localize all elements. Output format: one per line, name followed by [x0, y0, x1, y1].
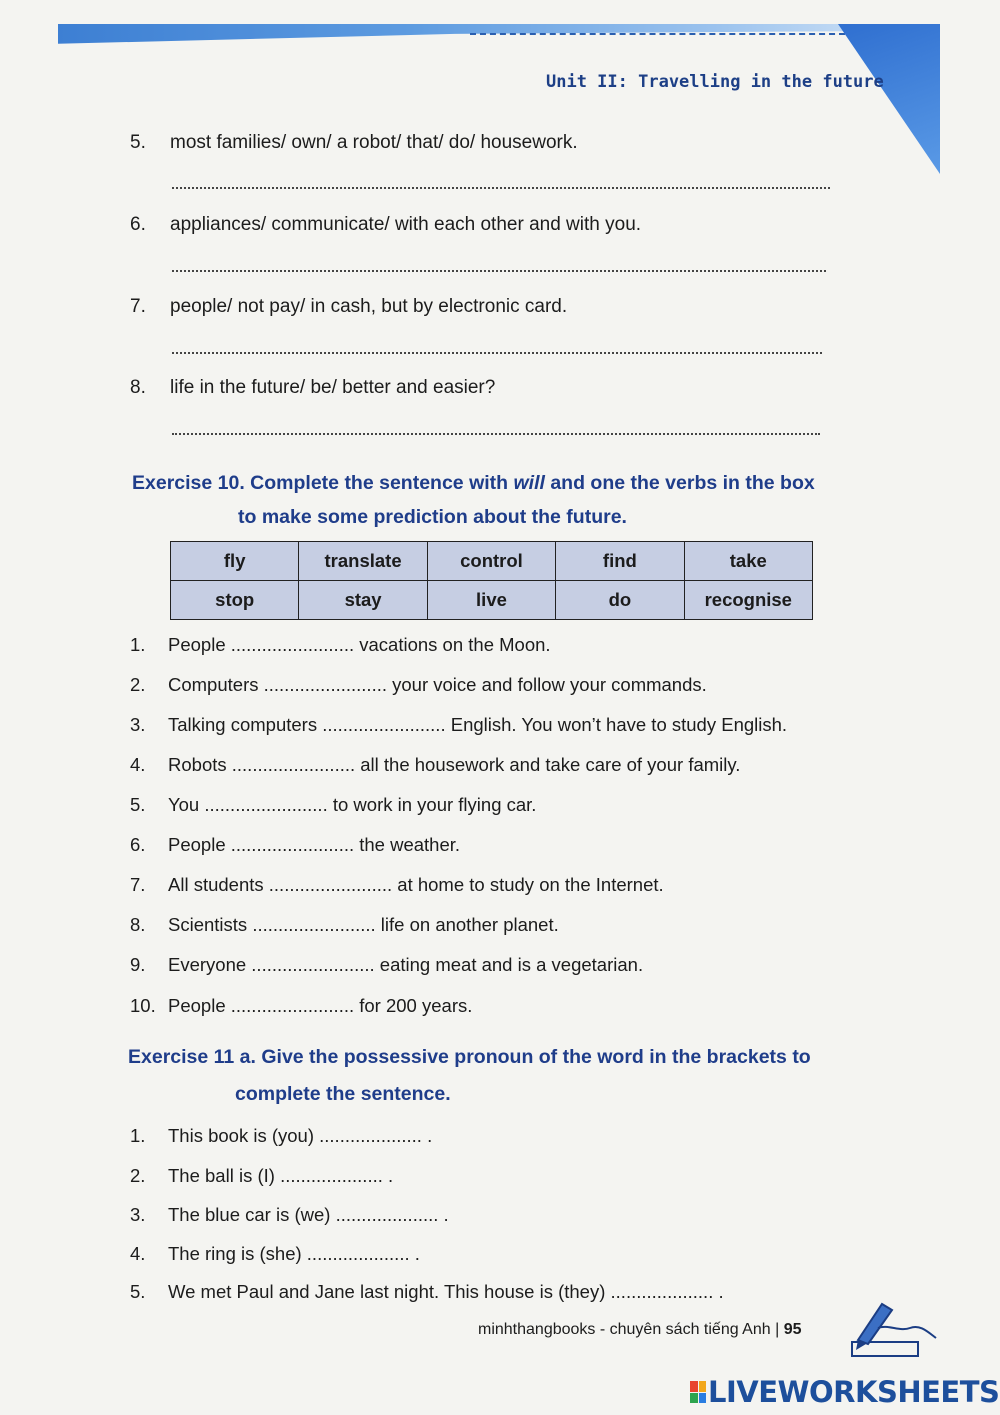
item-number: 8.	[130, 377, 146, 398]
header-band	[58, 24, 940, 46]
liveworksheets-badge-icon	[690, 1381, 706, 1403]
answer-blank[interactable]: ........................	[268, 874, 393, 895]
exercise-11-item-2: 2. The ball is (I) .................... .	[130, 1165, 394, 1186]
verb-cell: translate	[299, 542, 427, 581]
item-number: 6.	[130, 214, 146, 235]
exercise-10-item-1: 1. People ........................ vacations on the Moon.	[130, 634, 551, 655]
exercise-11-item-5: 5. We met Paul and Jane last night. This house is (they) .................... .	[130, 1281, 724, 1302]
item-number: 5.	[130, 132, 146, 153]
verb-cell: control	[427, 542, 555, 581]
exercise-10-item-7: 7. All students ........................ at home to study on the Internet.	[130, 874, 664, 895]
exercise-11-item-4: 4. The ring is (she) .................... .	[130, 1243, 420, 1264]
answer-blank[interactable]: ....................	[610, 1281, 714, 1302]
answer-blank[interactable]: ........................	[322, 714, 446, 735]
page-footer	[478, 1321, 801, 1339]
item-prompt: people/ not pay/ in cash, but by electronic card.	[170, 296, 568, 317]
exercise-10-item-5: 5. You ........................ to work in your flying car.	[130, 794, 537, 815]
answer-line-7[interactable]	[172, 352, 822, 354]
watermark-text: LIVEWORKSHEETS	[708, 1375, 1000, 1409]
exercise-10-item-4: 4. Robots ........................ all the housework and take care of your family.	[130, 754, 741, 775]
answer-line-8[interactable]	[172, 433, 820, 435]
answer-blank[interactable]: ....................	[306, 1243, 410, 1264]
exercise-10-item-3: 3. Talking computers ........................ English. You won’t have to study English.	[130, 714, 788, 735]
answer-blank[interactable]: ....................	[335, 1204, 439, 1225]
liveworksheets-logo	[690, 1375, 999, 1409]
answer-blank[interactable]: ........................	[231, 754, 356, 775]
exercise-10-title: Exercise 10. Complete the sentence with will and one the verbs in the box	[132, 472, 815, 494]
answer-blank[interactable]: ....................	[319, 1125, 422, 1146]
verb-cell: do	[556, 581, 684, 620]
verb-cell: stay	[299, 581, 427, 620]
verb-cell: recognise	[684, 581, 812, 620]
verb-row-2	[171, 581, 813, 620]
answer-blank[interactable]: ....................	[280, 1165, 383, 1186]
exercise-11-item-3: 3. The blue car is (we) .................... .	[130, 1204, 449, 1225]
answer-blank[interactable]: ........................	[230, 834, 355, 855]
item-number: 7.	[130, 296, 146, 317]
verb-cell: fly	[171, 542, 299, 581]
verb-cell: stop	[171, 581, 299, 620]
unit-title: Unit II: Travelling in the future	[546, 72, 884, 92]
exercise-11-title-line2: complete the sentence.	[235, 1083, 451, 1105]
pen-icon	[848, 1298, 940, 1363]
page-number: 95	[783, 1321, 802, 1338]
exercise-10-item-10: 10. People ........................ for 200 years.	[130, 995, 473, 1016]
answer-line-5[interactable]	[172, 187, 830, 189]
exercise-10-item-6: 6. People ........................ the weather.	[130, 834, 461, 855]
answer-blank[interactable]: ........................	[251, 954, 375, 975]
publisher-text: minhthangbooks - chuyên sách tiếng Anh |	[478, 1321, 784, 1338]
answer-line-6[interactable]	[172, 270, 826, 272]
exercise-10-item-2: 2. Computers ........................ your voice and follow your commands.	[130, 674, 707, 695]
exercise-11-title: Exercise 11 a. Give the possessive pronoun of the word in the brackets to	[128, 1046, 811, 1068]
exercise-10-item-9: 9. Everyone ........................ eating meat and is a vegetarian.	[130, 954, 644, 975]
item-prompt: most families/ own/ a robot/ that/ do/ housework.	[170, 132, 578, 153]
header-dashed-line	[470, 33, 855, 35]
item-prompt: appliances/ communicate/ with each other and with you.	[170, 214, 642, 235]
verb-box	[170, 541, 813, 620]
answer-blank[interactable]: ........................	[230, 995, 355, 1016]
answer-blank[interactable]: ........................	[263, 674, 387, 695]
answer-blank[interactable]: ........................	[204, 794, 328, 815]
answer-blank[interactable]: ........................	[230, 634, 355, 655]
exercise-10-title-line2: to make some prediction about the future.	[238, 506, 627, 528]
verb-row-1	[171, 542, 813, 581]
exercise-11-item-1: 1. This book is (you) .................... .	[130, 1125, 433, 1146]
corner-triangle	[838, 24, 940, 174]
verb-cell: live	[427, 581, 555, 620]
answer-blank[interactable]: ........................	[252, 914, 376, 935]
item-prompt: life in the future/ be/ better and easier?	[170, 377, 496, 398]
exercise-10-item-8: 8. Scientists ........................ life on another planet.	[130, 914, 559, 935]
verb-cell: find	[556, 542, 684, 581]
verb-cell: take	[684, 542, 812, 581]
